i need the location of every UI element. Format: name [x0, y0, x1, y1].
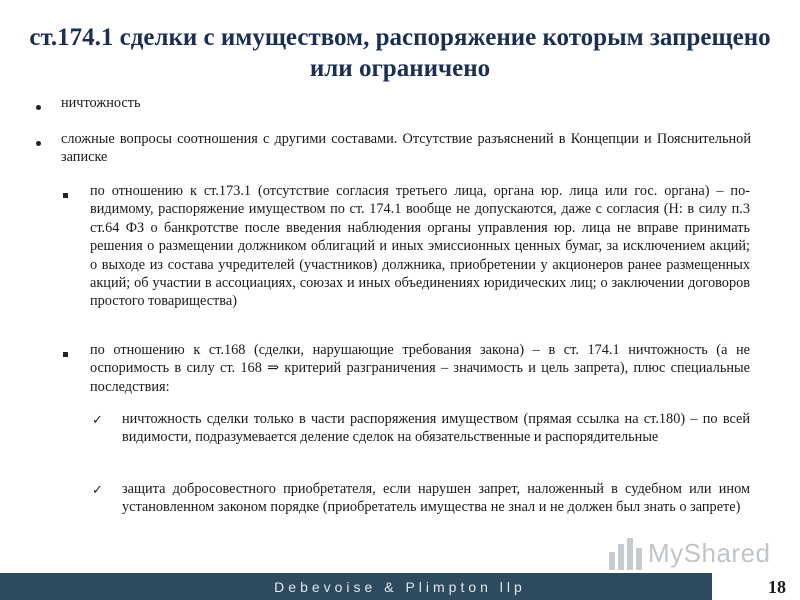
- bullet-dot-icon: [36, 141, 41, 146]
- watermark-text: MyShared: [648, 538, 771, 568]
- subbullet-item: по отношению к ст.168 (сделки, нарушающие требования закона) – в ст. 174.1 ничтожность (а не оспоримость в силу ст. 168 ⇒ критерий разграничения – значимость и цель запрета), плюс специальные последствия:: [90, 342, 750, 395]
- page-number-box: [712, 573, 800, 600]
- page-number: 18: [768, 577, 786, 597]
- bullet-item: ничтожность: [61, 95, 141, 111]
- square-bullet-icon: [63, 193, 68, 198]
- checkmark-icon: ✓: [92, 413, 103, 428]
- bullet-dot-icon: [36, 105, 41, 110]
- subbullet-item: по отношению к ст.173.1 (отсутствие согласия третьего лица, органа юр. лица или гос. органа) – по-видимому, распоряжение имуществом по ст. 174.1 вообще не допускаются, даже с согласия (Н: в силу п.3 ст.64 ФЗ о банкротстве после введения наблюдения органы управления юр. лица не вправе принимать решения о размещении должником облигаций и иных эмиссионных ценных бумаг, за исключением акций; о выходе из состава учредителей (участников) должника, приобретении у акционеров ранее размещенных акций; об участии в ассоциациях, союзах и иных объединениях юридических лиц; о заключении договоров простого товарищества): [90, 183, 750, 310]
- check-item: ничтожность сделки только в части распоряжения имуществом (прямая ссылка на ст.180) – по всей видимости, подразумевается деление сделок на обязательственные и распорядительные: [122, 411, 750, 446]
- footer-firm-name: Debevoise & Plimpton llp: [274, 579, 526, 595]
- checkmark-icon: ✓: [92, 483, 103, 498]
- square-bullet-icon: [63, 352, 68, 357]
- check-item: защита добросовестного приобретателя, если нарушен запрет, наложенный в судебном или ином установленном законом порядке (приобретатель имущества не знал и не должен был знать о запрете): [122, 481, 750, 516]
- slide-title: ст.174.1 сделки с имуществом, распоряжение которым запрещено или ограничено: [29, 24, 771, 82]
- bullet-item: сложные вопросы соотношения с другими составами. Отсутствие разъяснений в Концепции и Пояснительной записке: [61, 131, 751, 166]
